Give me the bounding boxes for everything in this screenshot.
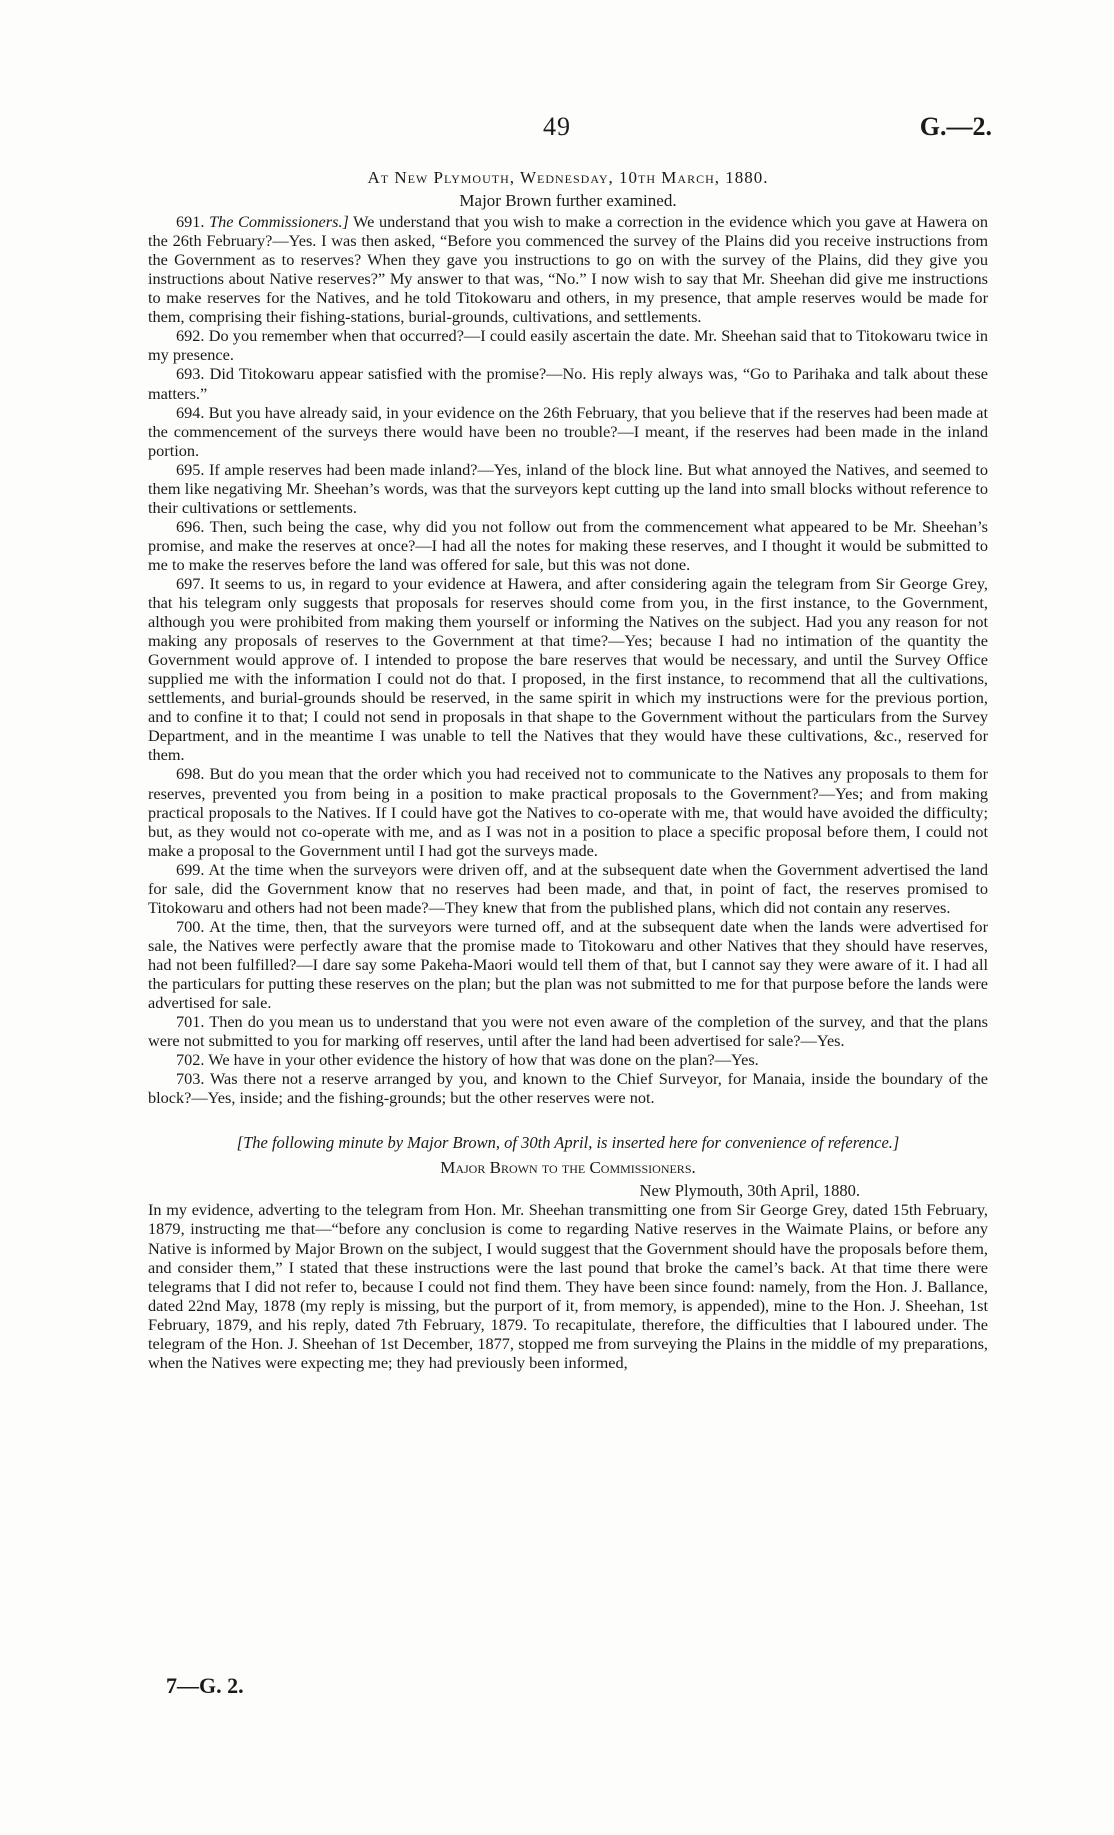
editorial-note: [The following minute by Major Brown, of 30th April, is inserted here for convenience of reference.] — [236, 1133, 900, 1153]
page-content — [148, 168, 988, 1372]
letter-dateline: New Plymouth, 30th April, 1880. — [639, 1181, 860, 1201]
question-703: 703. Was there not a reserve arranged by you, and known to the Chief Surveyor, for Manaia, inside the boundary of the block?—Yes, inside; and the fishing-grounds; but the other reserves were not. — [148, 1069, 988, 1108]
question-691 — [148, 212, 988, 326]
question-698: 698. But do you mean that the order which you had received not to communicate to the Natives any proposals to them for reserves, prevented you from being in a position to make practical proposals to the Government?—Yes; and from making practical proposals to the Natives. If I could have got the Natives to co-operate with me, that would have avoided the difficulty; but, as they would not co-operate with me, and as I was not in a position to place a specific proposal before them, I could not make a proposal to the Government until I had got the surveys made. — [148, 764, 988, 860]
question-693: 693. Did Titokowaru appear satisfied with the promise?—No. His reply always was, “Go to Parihaka and talk about these matters.” — [148, 364, 988, 403]
letter-body: In my evidence, adverting to the telegram from Hon. Mr. Sheehan transmitting one from Sir George Grey, dated 15th February, 1879, instructing me that—“before any conclusion is come to regarding Native reserves in the Waimate Plains, or before any Native is informed by Major Brown on the subject, I would suggest that the Government should have the proposals before them, and consider them,” I stated that these instructions were the last pound that broke the camel’s back. At that time there were telegrams that I did not refer to, because I could not find them. They have been since found: namely, from the Hon. J. Ballance, dated 22nd May, 1878 (my reply is missing, but the purport of it, from memory, is appended), mine to the Hon. J. Sheehan, 1st February, 1879, and his reply, dated 7th February, 1879. To recapitulate, therefore, the difficulties that I laboured under. The telegram of the Hon. J. Sheehan of 1st December, 1877, stopped me from surveying the Plains in the middle of my preparations, when the Natives were expecting me; they had previously been informed, — [148, 1200, 988, 1372]
signature-code: 7—G. 2. — [166, 1673, 244, 1698]
question-702: 702. We have in your other evidence the history of how that was done on the plan?—Yes. — [176, 1050, 759, 1070]
question-695: 695. If ample reserves had been made inland?—Yes, inland of the block line. But what annoyed the Natives, and seemed to them like negativing Mr. Sheehan’s words, was that the surveyors kept cutting up the land into small blocks without reference to their cultivations or settlements. — [148, 459, 988, 517]
witness-line: Major Brown further examined. — [459, 191, 677, 211]
question-number: 691. — [176, 212, 205, 232]
question-701: 701. Then do you mean us to understand that you were not even aware of the completion of the survey, and that the plans were not submitted to you for marking off reserves, until after the land had been advertised for sale?—Yes. — [148, 1012, 988, 1051]
question-700: 700. At the time, then, that the surveyors were turned off, and at the subsequent date when the lands were advertised for sale, the Natives were perfectly aware that the promise made to Titokowaru and other Natives that they should have reserves, had not been fulfilled?—I dare say some Pakeha-Maori would tell them of that, but I cannot say they were aware of it. I had all the particulars for putting these reserves on the plan; but the plan was not submitted to me for that purpose before the lands were advertised for sale. — [148, 916, 988, 1013]
session-heading: At New Plymouth, Wednesday, 10th March, 1880. — [367, 168, 769, 187]
question-text: We understand that you wish to make a correction in the evidence which you gave at Hawera on the 26th February?—Yes. I was then asked, “Before you commenced the survey of the Plains did you receive instructions from the Government as to reserves? When they gave you instructions to go on with the survey of the Plains, did they give you instructions about Native reserves?” My answer to that was, “No.” I now wish to say that Mr. Sheehan did give me instructions to make reserves for the Natives, and he told Titokowaru and others, in my presence, that ample reserves would be made for them, comprising their fishing-stations, burial-grounds, cultivations, and settlements. — [148, 212, 988, 327]
speaker-label: The Commissioners.] — [209, 212, 349, 232]
letter-heading: Major Brown to the Commissioners. — [440, 1158, 696, 1178]
document-code: G.—2. — [919, 112, 992, 141]
question-692: 692. Do you remember when that occurred?—I could easily ascertain the date. Mr. Sheehan said that to Titokowaru twice in my presence. — [148, 326, 988, 365]
page-number: 49 — [543, 112, 571, 141]
question-696: 696. Then, such being the case, why did you not follow out from the commencement what appeared to be Mr. Sheehan’s promise, and make the reserves at once?—I had all the notes for making these reserves, and I thought it would be submitted to me to make the reserves before the land was offered for sale, but this was not done. — [148, 516, 988, 574]
question-694: 694. But you have already said, in your evidence on the 26th February, that you believe that if the reserves had been made at the commencement of the surveys there would have been no trouble?—I meant, if the reserves had been made in the inland portion. — [148, 402, 988, 460]
question-699: 699. At the time when the surveyors were driven off, and at the subsequent date when the Government advertised the land for sale, did the Government know that no reserves had been made, and that, in point of fact, the reserves promised to Titokowaru and others had not been made?—They knew that from the published plans, which did not contain any reserves. — [148, 859, 988, 917]
question-697: 697. It seems to us, in regard to your evidence at Hawera, and after considering again the telegram from Sir George Grey, that his telegram only suggests that proposals for reserves should come from you, in the first instance, to the Government, although you were prohibited from making them yourself or informing the Natives on the subject. Had you any reason for not making any proposals of reserves to the Government at that time?—Yes; because I had no intimation of the quantity the Government would approve of. I intended to propose the bare reserves that would be necessary, and until the Survey Office supplied me with the information I could not do that. I proposed, in the first instance, to recommend that all the cultivations, settlements, and burial-grounds should be reserved, in the same spirit in which my instructions were for the previous portion, and to confine it to that; I could not send in proposals in that shape to the Government without the particulars from the Survey Department, and in the meantime I was unable to tell the Natives that they would have these cultivations, &c., reserved for them. — [148, 573, 988, 765]
